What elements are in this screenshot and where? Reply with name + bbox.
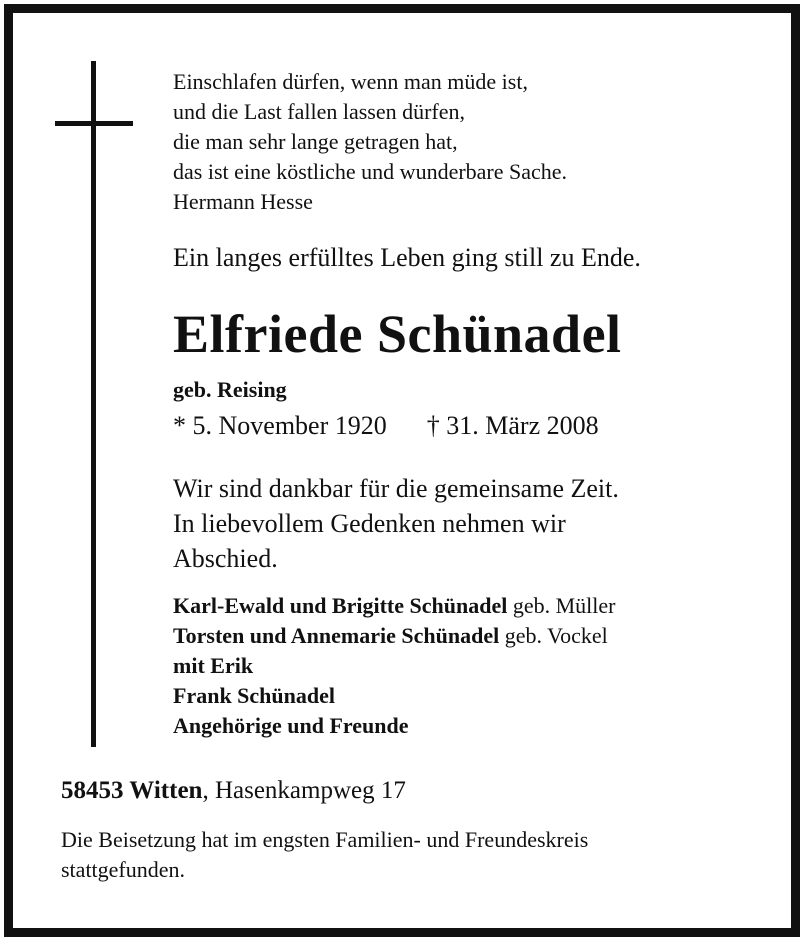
death-date: † 31. März 2008: [426, 411, 599, 440]
thanks-block: [173, 471, 619, 576]
thanks-line: Abschied.: [173, 544, 278, 573]
lead-sentence: Ein langes erfülltes Leben ging still zu Ende.: [173, 243, 641, 272]
note-line: stattgefunden.: [61, 857, 186, 882]
mourner-entry: [173, 621, 616, 651]
life-dates: [173, 411, 599, 441]
mourner-name: Karl-Ewald und Brigitte Schünadel: [173, 593, 508, 618]
mourner-name: Frank Schünadel: [173, 683, 335, 708]
mourner-name: Angehörige und Freunde: [173, 713, 409, 738]
birth-date: * 5. November 1920: [173, 411, 387, 440]
burial-note: [61, 825, 588, 885]
quote-block: [173, 67, 567, 217]
mourner-name: Torsten und Annemarie Schünadel: [173, 623, 500, 648]
address: [61, 777, 406, 805]
deceased-name: Elfriede Schünadel: [173, 304, 622, 364]
mourner-suffix: geb. Vockel: [499, 623, 608, 648]
address-street: , Hasenkampweg 17: [202, 777, 406, 804]
quote-line: das ist eine köstliche und wunderbare Sache.: [173, 159, 568, 184]
mourners-list: [173, 591, 616, 741]
mourner-entry: [173, 591, 616, 621]
mourner-suffix: geb. Müller: [507, 593, 616, 618]
mourner-entry: [173, 681, 616, 711]
thanks-line: In liebevollem Gedenken nehmen wir: [173, 509, 566, 538]
quote-author: Hermann Hesse: [173, 189, 313, 214]
thanks-line: Wir sind dankbar für die gemeinsame Zeit.: [173, 474, 619, 503]
quote-line: Einschlafen dürfen, wenn man müde ist,: [173, 69, 528, 94]
quote-line: und die Last fallen lassen dürfen,: [173, 99, 466, 124]
maiden-name: geb. Reising: [173, 377, 287, 402]
cross-icon-horizontal: [55, 121, 133, 126]
note-line: Die Beisetzung hat im engsten Familien- und Freundeskreis: [61, 827, 589, 852]
quote-line: die man sehr lange getragen hat,: [173, 129, 458, 154]
cross-icon-vertical: [91, 61, 96, 747]
mourner-entry: [173, 651, 616, 681]
obituary-frame: [4, 4, 800, 937]
address-city: 58453 Witten: [61, 777, 203, 804]
mourner-name: mit Erik: [173, 653, 254, 678]
mourner-entry: [173, 711, 616, 741]
